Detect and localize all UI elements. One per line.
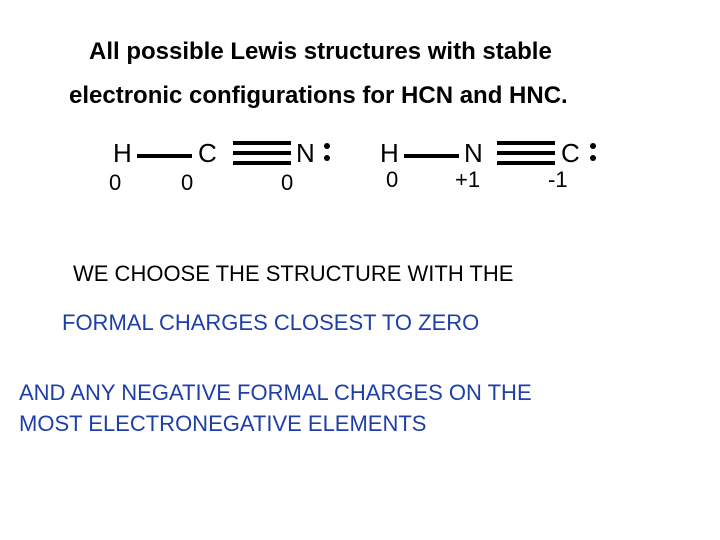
rule-line-1: WE CHOOSE THE STRUCTURE WITH THE bbox=[73, 261, 514, 286]
hnc-charge-h: 0 bbox=[386, 167, 399, 192]
rule-line-3: AND ANY NEGATIVE FORMAL CHARGES ON THE bbox=[19, 380, 532, 405]
hnc-triple-bond-line-2 bbox=[497, 151, 555, 155]
hcn-atom-h: H bbox=[113, 138, 132, 168]
hnc-triple-bond-line-1 bbox=[497, 141, 555, 145]
hnc-triple-bond-line-3 bbox=[497, 161, 555, 165]
title-line-2: electronic configurations for HCN and HNC. bbox=[69, 82, 568, 109]
hcn-triple-bond-line-2 bbox=[233, 151, 291, 155]
hnc-charge-c: -1 bbox=[548, 167, 568, 192]
hcn-triple-bond-line-1 bbox=[233, 141, 291, 145]
hnc-atom-c: C bbox=[561, 138, 580, 168]
hnc-single-bond bbox=[404, 154, 459, 158]
title-line-1: All possible Lewis structures with stable bbox=[89, 38, 552, 65]
hcn-lone-pair-n bbox=[324, 143, 330, 167]
rule-line-2: FORMAL CHARGES CLOSEST TO ZERO bbox=[62, 310, 480, 335]
hcn-single-bond bbox=[137, 154, 192, 158]
hcn-atom-n: N bbox=[296, 138, 315, 168]
hnc-charge-n: +1 bbox=[455, 167, 481, 192]
hnc-lone-pair-c bbox=[590, 143, 596, 167]
hcn-charge-h: 0 bbox=[109, 170, 122, 195]
hcn-charge-c: 0 bbox=[181, 170, 194, 195]
rule-line-4: MOST ELECTRONEGATIVE ELEMENTS bbox=[19, 411, 427, 436]
hcn-triple-bond-line-3 bbox=[233, 161, 291, 165]
hnc-atom-h: H bbox=[380, 138, 399, 168]
hcn-charge-n: 0 bbox=[281, 170, 294, 195]
hnc-atom-n: N bbox=[464, 138, 483, 168]
hcn-atom-c: C bbox=[198, 138, 217, 168]
